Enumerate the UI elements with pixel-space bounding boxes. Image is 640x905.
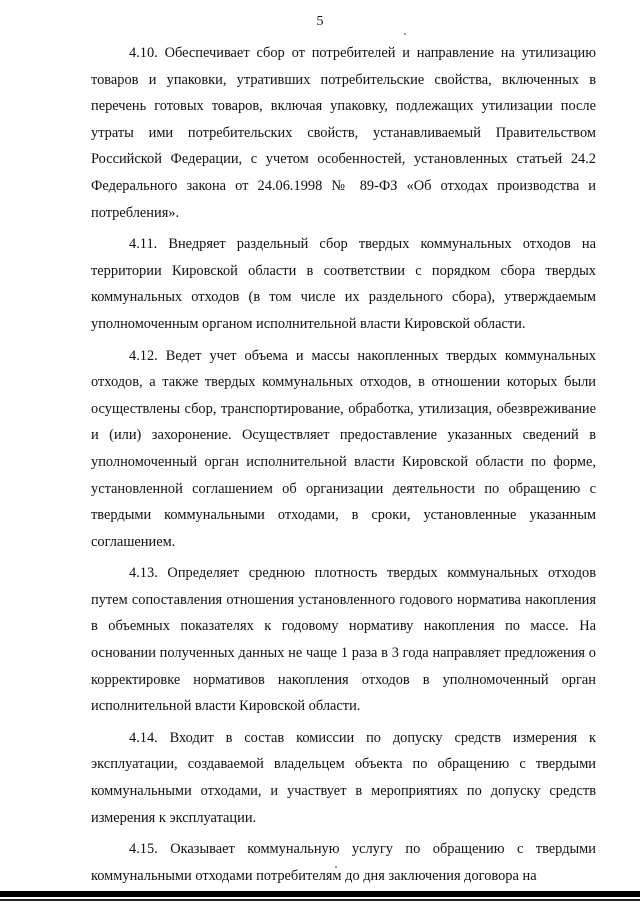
document-body [91, 40, 596, 894]
scan-speck [404, 33, 406, 35]
paragraph-4-14: 4.14. Входит в состав комиссии по допуску средств измерения к эксплуатации, создаваемой владельцем объекта по обращению с твердыми коммунальными отходами, и участвует в мероприятиях по допуску средств измерения к эксплуатации. [91, 729, 596, 826]
scan-speck [335, 866, 337, 868]
scan-bottom-border-shadow [0, 899, 640, 901]
paragraph-4-10: 4.10. Обеспечивает сбор от потребителей и направление на утилизацию товаров и упаковки, утративших потребительские свойства, включенных в перечень готовых товаров, включая упаковку, подлежащих утилизации после утраты ими потребительских свойств, устанавливаемый Правительством Российской Федерации, с учетом особенностей, установленных статьей 24.2 Федерального закона от 24.06.1998 № 89-ФЗ «Об отходах производства и потребления». [91, 45, 596, 221]
paragraph-4-13: 4.13. Определяет среднюю плотность твердых коммунальных отходов путем сопоставления отношения установленного годового норматива накопления в объемных показателях к годовому нормативу накопления по массе. На основании полученных данных не чаще 1 раза в 3 года направляет предложения о корректировке нормативов накопления отходов в уполномоченный орган исполнительной власти Кировской области. [91, 565, 596, 715]
paragraph-4-15: 4.15. Оказывает коммунальную услугу по обращению с твердыми коммунальными отходами потребителям до дня заключения договора на [91, 841, 596, 884]
paragraph-4-11: 4.11. Внедряет раздельный сбор твердых коммунальных отходов на территории Кировской области в соответствии с порядком сбора твердых коммунальных отходов (в том числе их раздельного сбора), утверждаемым уполномоченным органом исполнительной власти Кировской области. [91, 236, 596, 332]
page-number: 5 [316, 14, 324, 29]
scan-bottom-border [0, 891, 640, 897]
paragraph-4-12: 4.12. Ведет учет объема и массы накопленных твердых коммунальных отходов, а также твердых коммунальных отходов, в отношении которых были осуществлены сбор, транспортирование, обработка, утилизация, обезвреживание и (или) захоронение. Осуществляет предоставление указанных сведений в уполномоченный орган исполнительной власти Кировской области по форме, установленной соглашением об организации деятельности по обращению с твердыми коммунальными отходами, в сроки, установленные указанным соглашением. [91, 347, 596, 550]
